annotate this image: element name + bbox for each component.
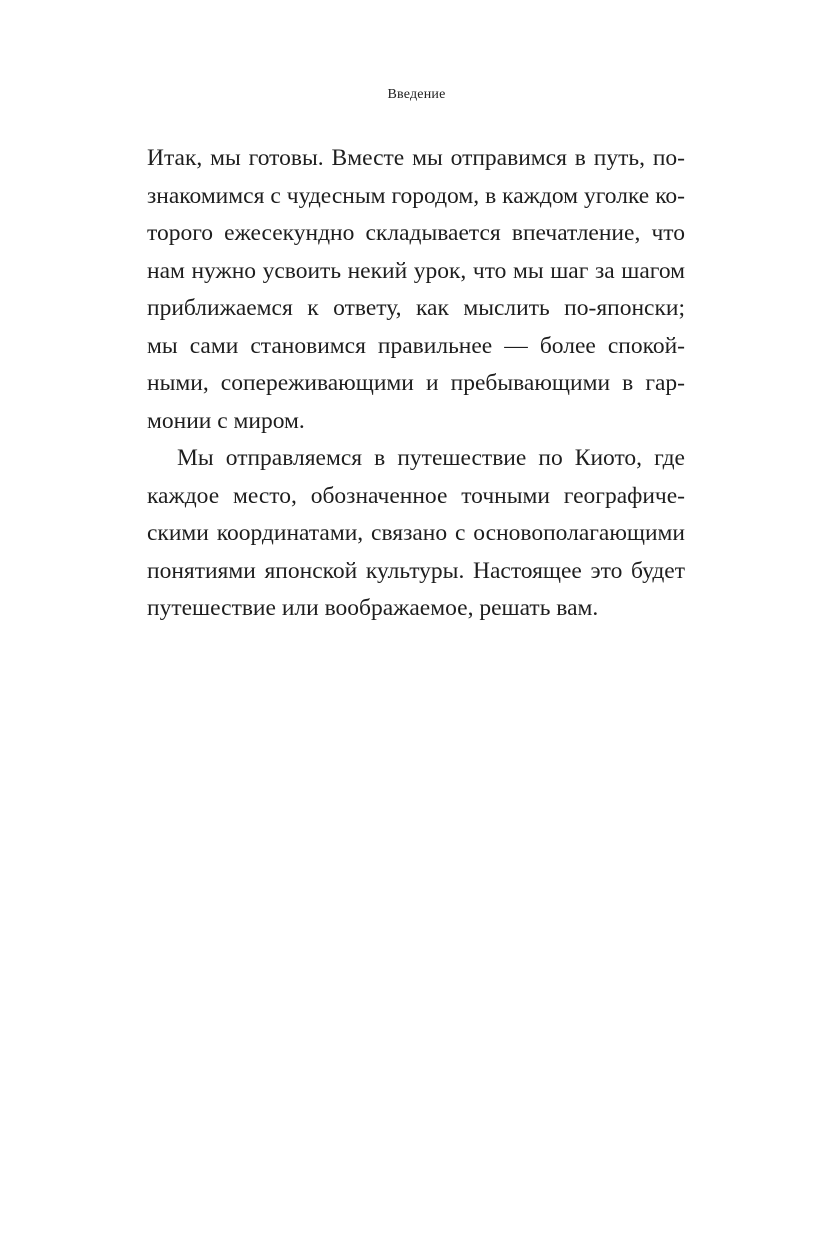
text-line: знакомимся с чудесным городом, в каждом уголке ко- (147, 182, 685, 209)
running-head: Введение (387, 87, 446, 102)
text-line: Мы отправляемся в путешествие по Киото, где (177, 445, 685, 471)
text-line: ными, сопереживающими и пребывающими в гар- (147, 370, 685, 396)
text-line: каждое место, обозначенное точными географиче- (147, 482, 685, 509)
text-line: путешествие или воображаемое, решать вам. (147, 595, 599, 621)
paragraph-1 (147, 140, 685, 440)
body-text (147, 140, 685, 628)
text-line: понятиями японской культуры. Настоящее это будет (147, 557, 685, 584)
text-line: приближаемся к ответу, как мыслить по-японски; (147, 295, 685, 321)
text-line: Итак, мы готовы. Вместе мы отправимся в путь, по- (147, 145, 685, 171)
text-line: торого ежесекундно складывается впечатление, что (147, 220, 685, 246)
text-line: монии с миром. (147, 407, 305, 434)
text-line: скими координатами, связано с основополагающими (147, 520, 685, 546)
text-line: мы сами становимся правильнее — более спокой- (147, 332, 685, 359)
text-line: нам нужно усвоить некий урок, что мы шаг за шагом (147, 257, 685, 284)
paragraph-2 (147, 440, 685, 628)
